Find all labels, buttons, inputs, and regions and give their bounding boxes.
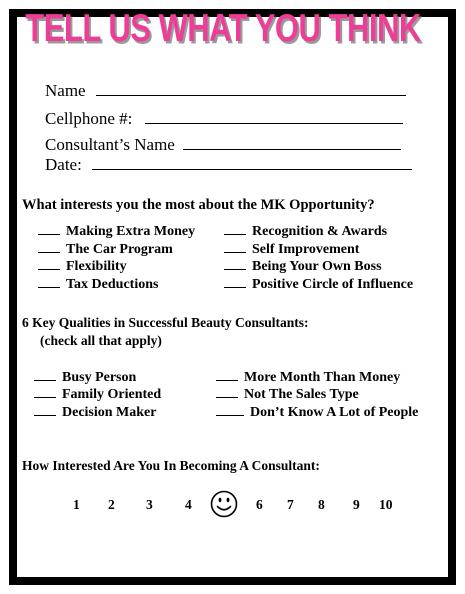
- option-label: Flexibility: [66, 259, 127, 274]
- option-label: Tax Deductions: [66, 277, 159, 292]
- checkbox-blank[interactable]: [224, 258, 246, 270]
- checkbox-blank[interactable]: [224, 241, 246, 253]
- smiley-face-icon[interactable]: [210, 490, 238, 518]
- name-label: Name: [45, 81, 86, 100]
- checkbox-blank[interactable]: [38, 241, 60, 253]
- option-label: Not The Sales Type: [244, 387, 359, 402]
- scale-number[interactable]: 1: [73, 497, 80, 512]
- page-title: TELL US WHAT YOU THINK: [25, 6, 421, 50]
- cellphone-field[interactable]: [45, 109, 403, 129]
- option-row[interactable]: [38, 241, 173, 258]
- option-row[interactable]: [216, 369, 400, 386]
- option-row[interactable]: [224, 276, 413, 293]
- question-qualities: 6 Key Qualities in Successful Beauty Consultants:: [22, 315, 309, 330]
- consultant-field[interactable]: [45, 135, 401, 155]
- checkbox-blank[interactable]: [216, 386, 238, 398]
- option-row[interactable]: [224, 223, 387, 240]
- scale-number[interactable]: 2: [108, 497, 115, 512]
- option-row[interactable]: [216, 386, 359, 403]
- option-label: Recognition & Awards: [252, 224, 388, 239]
- scale-number[interactable]: 10: [379, 497, 393, 512]
- option-label: Decision Maker: [62, 405, 157, 420]
- option-label: The Car Program: [66, 242, 173, 257]
- option-label: Don’t Know A Lot of People: [250, 405, 419, 420]
- question-interest-level: How Interested Are You In Becoming A Consultant:: [22, 458, 320, 473]
- name-line[interactable]: [96, 81, 406, 96]
- option-row[interactable]: [216, 404, 418, 421]
- checkbox-blank[interactable]: [224, 223, 246, 235]
- option-row[interactable]: [38, 223, 195, 240]
- checkbox-blank[interactable]: [34, 369, 56, 381]
- date-line[interactable]: [92, 155, 412, 170]
- cellphone-line[interactable]: [145, 109, 403, 124]
- consultant-line[interactable]: [183, 135, 401, 150]
- checkbox-blank[interactable]: [34, 386, 56, 398]
- checkbox-blank[interactable]: [38, 223, 60, 235]
- option-label: Family Oriented: [62, 387, 162, 402]
- scale-number[interactable]: 9: [353, 497, 360, 512]
- option-row[interactable]: [34, 404, 156, 421]
- option-label: Positive Circle of Influence: [252, 277, 414, 292]
- option-label: Busy Person: [62, 370, 137, 385]
- checkbox-blank[interactable]: [34, 404, 56, 416]
- question-interests: What interests you the most about the MK Opportunity?: [22, 197, 375, 213]
- scale-number[interactable]: 6: [256, 497, 263, 512]
- option-label: More Month Than Money: [244, 370, 401, 385]
- checkbox-blank[interactable]: [216, 369, 238, 381]
- scale-number[interactable]: 8: [318, 497, 325, 512]
- date-label: Date:: [45, 155, 82, 174]
- question-qualities-subtext: (check all that apply): [40, 333, 162, 348]
- scale-number[interactable]: 3: [146, 497, 153, 512]
- option-row[interactable]: [38, 258, 127, 275]
- checkbox-blank[interactable]: [216, 404, 244, 416]
- scale-number[interactable]: 4: [185, 497, 192, 512]
- option-label: Making Extra Money: [66, 224, 196, 239]
- checkbox-blank[interactable]: [38, 258, 60, 270]
- name-field[interactable]: [45, 81, 406, 101]
- cellphone-label: Cellphone #:: [45, 109, 133, 128]
- option-row[interactable]: [224, 258, 382, 275]
- option-row[interactable]: [34, 369, 136, 386]
- consultant-label: Consultant’s Name: [45, 135, 175, 154]
- scale-number[interactable]: 7: [287, 497, 294, 512]
- checkbox-blank[interactable]: [38, 276, 60, 288]
- option-row[interactable]: [34, 386, 161, 403]
- option-row[interactable]: [224, 241, 359, 258]
- option-row[interactable]: [38, 276, 158, 293]
- date-field[interactable]: [45, 155, 412, 175]
- option-label: Self Improvement: [252, 242, 360, 257]
- checkbox-blank[interactable]: [224, 276, 246, 288]
- option-label: Being Your Own Boss: [252, 259, 382, 274]
